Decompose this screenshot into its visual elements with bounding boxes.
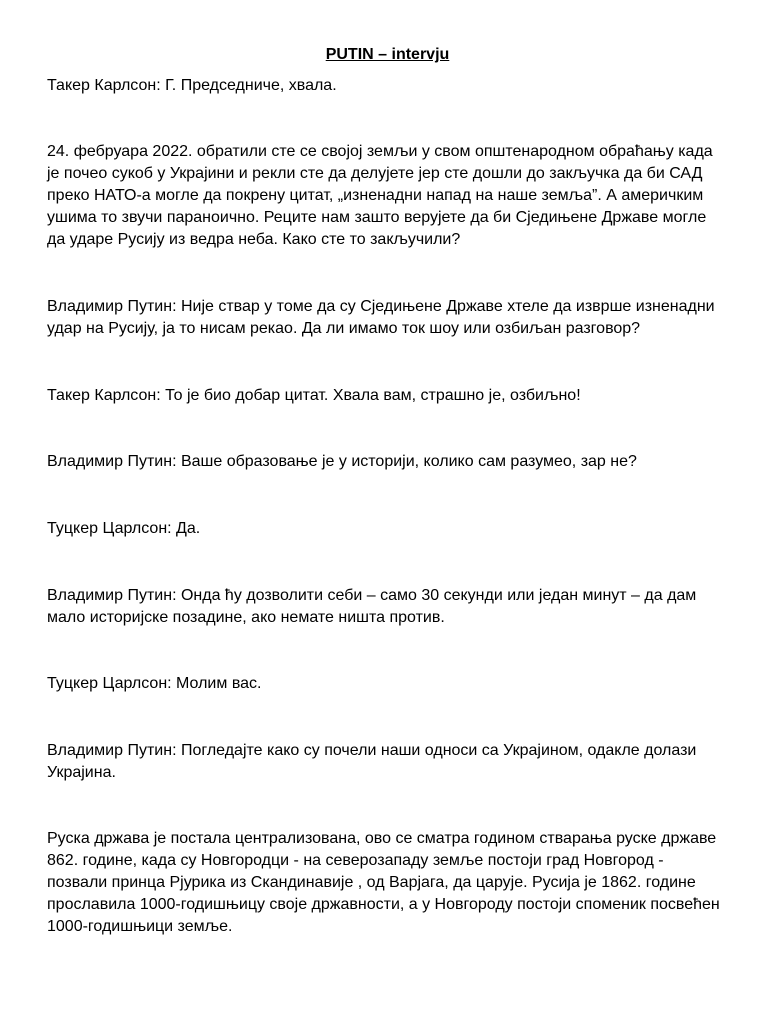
paragraph-9: Владимир Путин: Погледајте како су почели наши односи са Украјином, одакле долази Украјина. xyxy=(47,742,697,781)
paragraph-10: Руска држава је постала централизована, ово се сматра годином стварања руске државе 862. године, када су Новгородци - на северозападу земље постоји град Новгород - позвали принца Рјурика из Скандинавије , од Варјага, да царује. Русија је 1862. године прославила 1000-годишњицу своје државности, а у Новгороду постоји споменик посвећен 1000-годишњици земље. xyxy=(47,830,720,935)
paragraph-6: Туцкер Царлсон: Да. xyxy=(47,520,201,537)
paragraph-2: 24. фебруара 2022. обратили сте се својој земљи у свом општенародном обраћању када је почео сукоб у Украјини и рекли сте да делујете јер сте дошли до закључка да би САД преко НАТО-а могле да покрену цитат, „изненадни напад на наше земља”. А америчким ушима то звучи параноично. Реците нам зашто верујете да би Сједињене Државе могле да ударе Русију из ведра неба. Како сте то закључили? xyxy=(47,143,713,248)
paragraph-4: Такер Карлсон: То је био добар цитат. Хвала вам, страшно је, озбиљно! xyxy=(47,387,581,404)
paragraph-3: Владимир Путин: Није ствар у томе да су Сједињене Државе хтеле да изврше изненадни удар на Русију, ја то нисам рекао. Да ли имамо ток шоу или озбиљан разговор? xyxy=(47,298,715,337)
paragraph-5: Владимир Путин: Ваше образовање је у историји, колико сам разумео, зар не? xyxy=(47,453,637,470)
paragraph-7: Владимир Путин: Онда ћу дозволити себи – само 30 секунди или један минут – да дам мало историјске позадине, ако немате ништа против. xyxy=(47,587,697,626)
document-title: PUTIN – intervju xyxy=(325,46,450,63)
paragraph-1: Такер Карлсон: Г. Председниче, хвала. xyxy=(47,77,337,94)
paragraph-8: Туцкер Царлсон: Молим вас. xyxy=(47,675,262,692)
